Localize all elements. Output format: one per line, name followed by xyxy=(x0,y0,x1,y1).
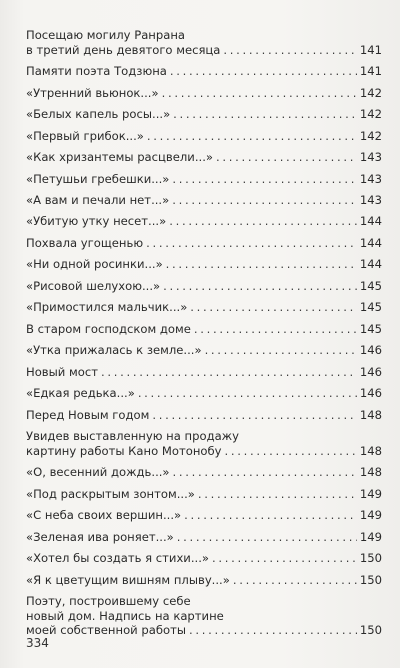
toc-entry-row xyxy=(26,386,382,401)
dot-leader xyxy=(146,236,357,251)
toc-entry-page-number: 143 xyxy=(359,171,382,186)
toc-entry xyxy=(26,64,382,79)
dot-leader xyxy=(190,300,357,315)
dot-leader xyxy=(147,129,357,144)
toc-entry-title-line: Посещаю могилу Ранрана xyxy=(26,28,186,42)
dot-leader xyxy=(205,343,357,358)
toc-entry-page-number: 142 xyxy=(359,107,382,122)
toc-entry-title: «Как хризантемы расцвели...» xyxy=(26,150,213,165)
toc-entry-title: «О, весенний дождь...» xyxy=(26,465,170,480)
dot-leader xyxy=(194,322,357,337)
toc-entry xyxy=(26,107,382,122)
toc-entry xyxy=(26,300,382,315)
toc-entry-row xyxy=(26,408,382,423)
toc-entry-row xyxy=(26,343,382,358)
toc-entry-title: Перед Новым годом xyxy=(26,407,150,422)
toc-entry xyxy=(26,193,382,208)
toc-entry-row xyxy=(26,129,382,144)
page-number: 334 xyxy=(26,636,49,650)
toc-entry xyxy=(26,322,382,337)
toc-entry-title: «Едкая редька...» xyxy=(26,386,135,401)
dot-leader xyxy=(166,257,357,272)
toc-entry-page-number: 141 xyxy=(359,42,382,57)
toc-entry-row xyxy=(26,43,382,58)
toc-entry-row xyxy=(26,279,382,294)
toc-entry-title: «Убитую утку несет...» xyxy=(26,214,167,229)
toc-entry-title-line: новый дом. Надпись на картине xyxy=(26,608,224,623)
dot-leader xyxy=(172,193,357,208)
toc-entry-row xyxy=(26,86,382,101)
toc-entry xyxy=(26,429,382,458)
toc-entry-page-number: 150 xyxy=(359,623,382,638)
dot-leader xyxy=(170,64,357,79)
toc-entry-page-number: 149 xyxy=(359,486,382,501)
toc-entry xyxy=(26,86,382,101)
toc-entry xyxy=(26,150,382,165)
toc-entry-title: картину работы Кано Мотонобу xyxy=(26,443,222,458)
toc-entry xyxy=(26,573,382,588)
dot-leader xyxy=(233,573,357,588)
dot-leader xyxy=(216,150,357,165)
toc-entry-page-number: 150 xyxy=(359,572,382,587)
toc-entry-page-number: 142 xyxy=(359,128,382,143)
toc-entry-row xyxy=(26,551,382,566)
toc-entry-page-number: 145 xyxy=(359,278,382,293)
toc-entry-page-number: 144 xyxy=(359,235,382,250)
toc-entry-row xyxy=(26,193,382,208)
toc-entry-row xyxy=(26,487,382,502)
dot-leader xyxy=(198,487,357,502)
toc-entry-title: В старом господском доме xyxy=(26,321,191,336)
toc-entry-row xyxy=(26,64,382,79)
toc-entry xyxy=(26,594,382,638)
toc-entry-title: Памяти поэта Тодзюна xyxy=(26,64,167,79)
toc-entry-title: «Примостился мальчик...» xyxy=(26,300,188,315)
dot-leader xyxy=(225,444,357,459)
toc-entry xyxy=(26,408,382,423)
toc-entry-title: «Утренний вьюнок...» xyxy=(26,85,159,100)
toc-entry-title: «Зеленая ива роняет...» xyxy=(26,529,174,544)
toc-entry-title: «Рисовой шелухою...» xyxy=(26,278,161,293)
dot-leader xyxy=(173,465,357,480)
toc-entry-title: «Я к цветущим вишням плыву...» xyxy=(26,572,230,587)
toc-entry-title: «Утка прижалась к земле...» xyxy=(26,343,202,358)
table-of-contents xyxy=(26,28,382,645)
toc-entry xyxy=(26,386,382,401)
toc-entry-row xyxy=(26,107,382,122)
dot-leader xyxy=(169,214,357,229)
toc-entry-title: «С неба своих вершин...» xyxy=(26,508,182,523)
toc-entry-page-number: 143 xyxy=(359,192,382,207)
toc-entry-row xyxy=(26,300,382,315)
toc-entry-page-number: 143 xyxy=(359,150,382,165)
dot-leader xyxy=(163,279,357,294)
toc-entry xyxy=(26,236,382,251)
toc-entry-page-number: 149 xyxy=(359,508,382,523)
toc-entry-page-number: 149 xyxy=(359,529,382,544)
dot-leader xyxy=(138,386,357,401)
toc-entry-row xyxy=(26,530,382,545)
toc-entry-row xyxy=(26,257,382,272)
toc-entry-title: моей собственной работы xyxy=(26,623,186,638)
toc-entry xyxy=(26,487,382,502)
toc-entry xyxy=(26,343,382,358)
toc-entry-row xyxy=(26,365,382,380)
dot-leader xyxy=(223,43,356,58)
toc-entry xyxy=(26,257,382,272)
toc-entry xyxy=(26,508,382,523)
toc-entry xyxy=(26,172,382,187)
dot-leader xyxy=(172,172,356,187)
toc-entry-row xyxy=(26,508,382,523)
toc-entry-title: в третий день девятого месяца xyxy=(26,42,221,57)
dot-leader xyxy=(212,551,357,566)
toc-entry-page-number: 148 xyxy=(359,443,382,458)
toc-entry-page-number: 146 xyxy=(359,386,382,401)
toc-entry-row xyxy=(26,214,382,229)
toc-entry-page-number: 144 xyxy=(359,214,382,229)
dot-leader xyxy=(162,86,357,101)
toc-entry-page-number: 145 xyxy=(359,321,382,336)
toc-entry xyxy=(26,530,382,545)
toc-entry-page-number: 146 xyxy=(359,364,382,379)
toc-entry-page-number: 148 xyxy=(359,465,382,480)
toc-entry-page-number: 142 xyxy=(359,85,382,100)
toc-entry-page-number: 148 xyxy=(359,407,382,422)
toc-entry-row xyxy=(26,236,382,251)
toc-entry-title-line: Поэту, построившему себе xyxy=(26,594,191,609)
dot-leader xyxy=(177,530,357,545)
toc-entry xyxy=(26,28,382,57)
toc-entry-row xyxy=(26,573,382,588)
toc-entry-row xyxy=(26,465,382,480)
toc-entry-page-number: 150 xyxy=(359,551,382,566)
toc-entry-title-line: Увидев выставленную на продажу xyxy=(26,429,239,444)
toc-entry xyxy=(26,214,382,229)
toc-entry-row xyxy=(26,623,382,638)
toc-entry xyxy=(26,551,382,566)
toc-entry-title: «А вам и печали нет...» xyxy=(26,192,170,207)
toc-entry-title: «Ни одной росинки...» xyxy=(26,257,163,272)
toc-entry xyxy=(26,365,382,380)
toc-entry-title: Новый мост xyxy=(26,364,98,379)
toc-entry-title: Похвала угощенью xyxy=(26,235,144,250)
toc-entry xyxy=(26,129,382,144)
toc-entry xyxy=(26,279,382,294)
toc-entry-title: «Белых капель росы...» xyxy=(26,107,171,122)
toc-entry-row xyxy=(26,444,382,459)
toc-entry-page-number: 145 xyxy=(359,300,382,315)
dot-leader xyxy=(184,508,357,523)
toc-entry-title: «Петушьи гребешки...» xyxy=(26,171,170,186)
dot-leader xyxy=(152,408,357,423)
toc-entry-page-number: 144 xyxy=(359,257,382,272)
toc-entry-row xyxy=(26,172,382,187)
toc-entry xyxy=(26,465,382,480)
dot-leader xyxy=(173,107,357,122)
dot-leader xyxy=(101,365,357,380)
toc-entry-row xyxy=(26,322,382,337)
toc-entry-title: «Хотел бы создать я стихи...» xyxy=(26,551,209,566)
toc-entry-title: «Под раскрытым зонтом...» xyxy=(26,486,195,501)
dot-leader xyxy=(189,623,357,638)
toc-entry-title: «Первый грибок...» xyxy=(26,128,144,143)
toc-entry-page-number: 141 xyxy=(359,64,382,79)
toc-entry-page-number: 146 xyxy=(359,343,382,358)
toc-entry-row xyxy=(26,150,382,165)
